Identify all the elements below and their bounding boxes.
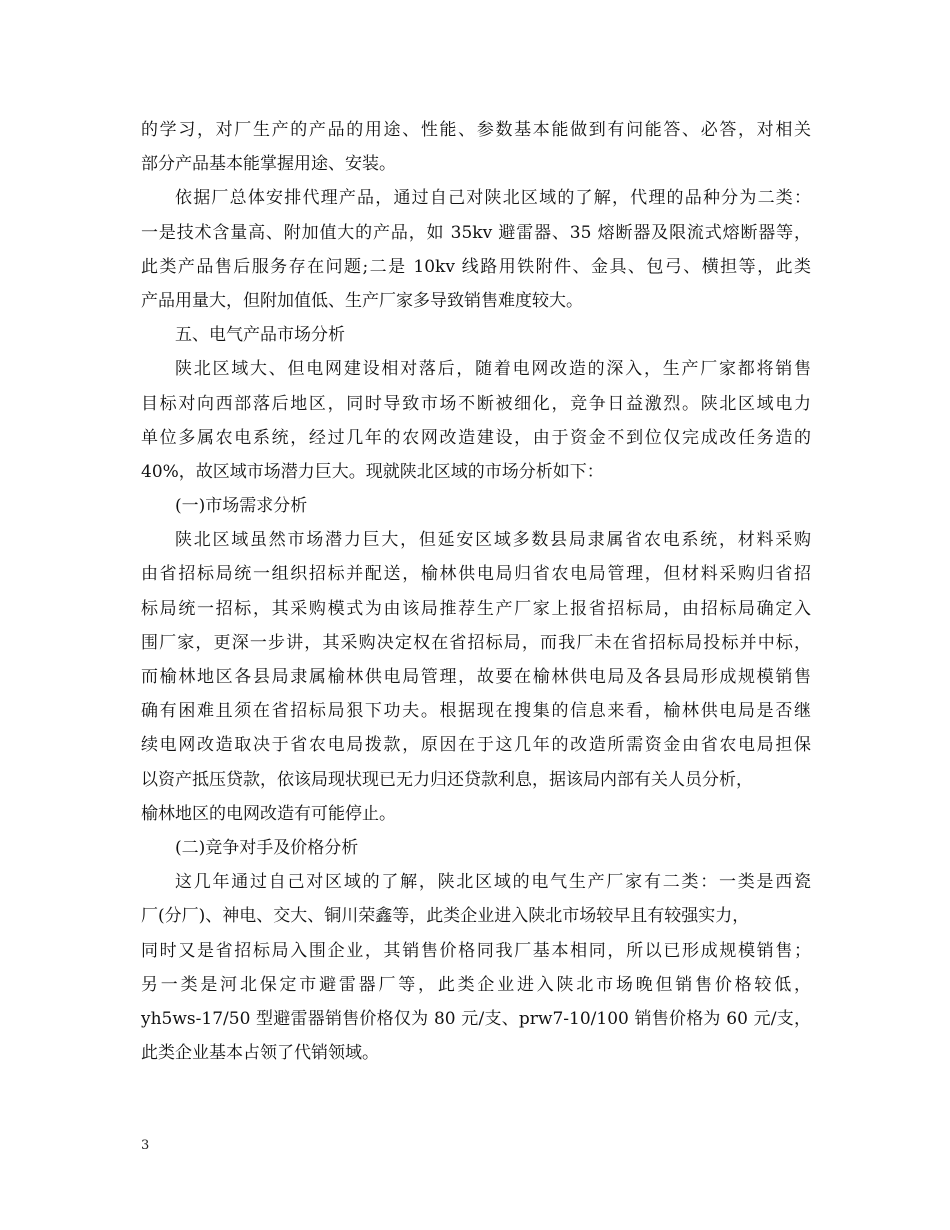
paragraph-line: 目标对向西部落后地区，同时导致市场不断被细化，竞争日益激烈。陕北区域电力 xyxy=(141,393,811,414)
subsection-heading: (一)市场需求分析 xyxy=(175,496,308,517)
paragraph-line: 此类产品售后服务存在问题;二是 10kv 线路用铁附件、金具、包弓、横担等，此类 xyxy=(141,256,811,277)
paragraph-line: 标局统一招标，其采购模式为由该局推荐生产厂家上报省招标局，由招标局确定入 xyxy=(141,598,811,619)
paragraph-line: 此类企业基本占领了代销领域。 xyxy=(141,1043,379,1064)
paragraph-line: 围厂家，更深一步讲，其采购决定权在省招标局，而我厂未在省招标局投标并中标， xyxy=(141,632,811,653)
paragraph-line: 一是技术含量高、附加值大的产品，如 35kv 避雷器、35 熔断器及限流式熔断器等， xyxy=(141,222,811,243)
body-text xyxy=(141,113,811,1070)
paragraph-line: 确有困难且须在省招标局狠下功夫。根据现在搜集的信息来看，榆林供电局是否继 xyxy=(141,701,811,722)
paragraph-line: 陕北区域大、但电网建设相对落后，随着电网改造的深入，生产厂家都将销售 xyxy=(175,359,811,380)
section-heading: 五、电气产品市场分析 xyxy=(175,325,345,346)
paragraph-line: 部分产品基本能掌握用途、安装。 xyxy=(141,154,396,175)
paragraph-line: 另一类是河北保定市避雷器厂等，此类企业进入陕北市场晚但销售价格较低， xyxy=(141,974,811,995)
paragraph-line: 产品用量大，但附加值低、生产厂家多导致销售难度较大。 xyxy=(141,290,583,311)
paragraph-line: yh5ws-17/50 型避雷器销售价格仅为 80 元/支、prw7-10/100 销售价格为 60 元/支， xyxy=(141,1008,811,1029)
page-number: 3 xyxy=(141,1138,150,1153)
paragraph-line: 40%，故区域市场潜力巨大。现就陕北区域的市场分析如下： xyxy=(141,461,604,482)
paragraph-line: 同时又是省招标局入围企业，其销售价格同我厂基本相同，所以已形成规模销售； xyxy=(141,940,811,961)
paragraph-line: 单位多属农电系统，经过几年的农网改造建设，由于资金不到位仅完成改任务造的 xyxy=(141,427,811,448)
paragraph-line: 由省招标局统一组织招标并配送，榆林供电局归省农电局管理，但材料采购归省招 xyxy=(141,564,811,585)
paragraph-line: 而榆林地区各县局隶属榆林供电局管理，故要在榆林供电局及各县局形成规模销售 xyxy=(141,667,811,687)
paragraph-line: 依据厂总体安排代理产品，通过自己对陕北区域的了解，代理的品种分为二类： xyxy=(175,188,811,209)
paragraph-line: 以资产抵压贷款，依该局现状现已无力归还贷款利息，据该局内部有关人员分析， xyxy=(141,769,753,790)
paragraph-line: 陕北区域虽然市场潜力巨大，但延安区域多数县局隶属省农电系统，材料采购 xyxy=(175,530,811,551)
paragraph-line: 厂(分厂)、神电、交大、铜川荣鑫等，此类企业进入陕北市场较早且有较强实力， xyxy=(141,906,750,927)
paragraph-line: 续电网改造取决于省农电局拨款，原因在于这几年的改造所需资金由省农电局担保 xyxy=(141,735,811,756)
paragraph-line: 这几年通过自己对区域的了解，陕北区域的电气生产厂家有二类：一类是西瓷 xyxy=(175,872,811,893)
paragraph-line: 榆林地区的电网改造有可能停止。 xyxy=(141,803,396,824)
paragraph-line: 的学习，对厂生产的产品的用途、性能、参数基本能做到有问能答、必答，对相关 xyxy=(141,120,811,140)
subsection-heading: (二)竞争对手及价格分析 xyxy=(175,837,359,858)
